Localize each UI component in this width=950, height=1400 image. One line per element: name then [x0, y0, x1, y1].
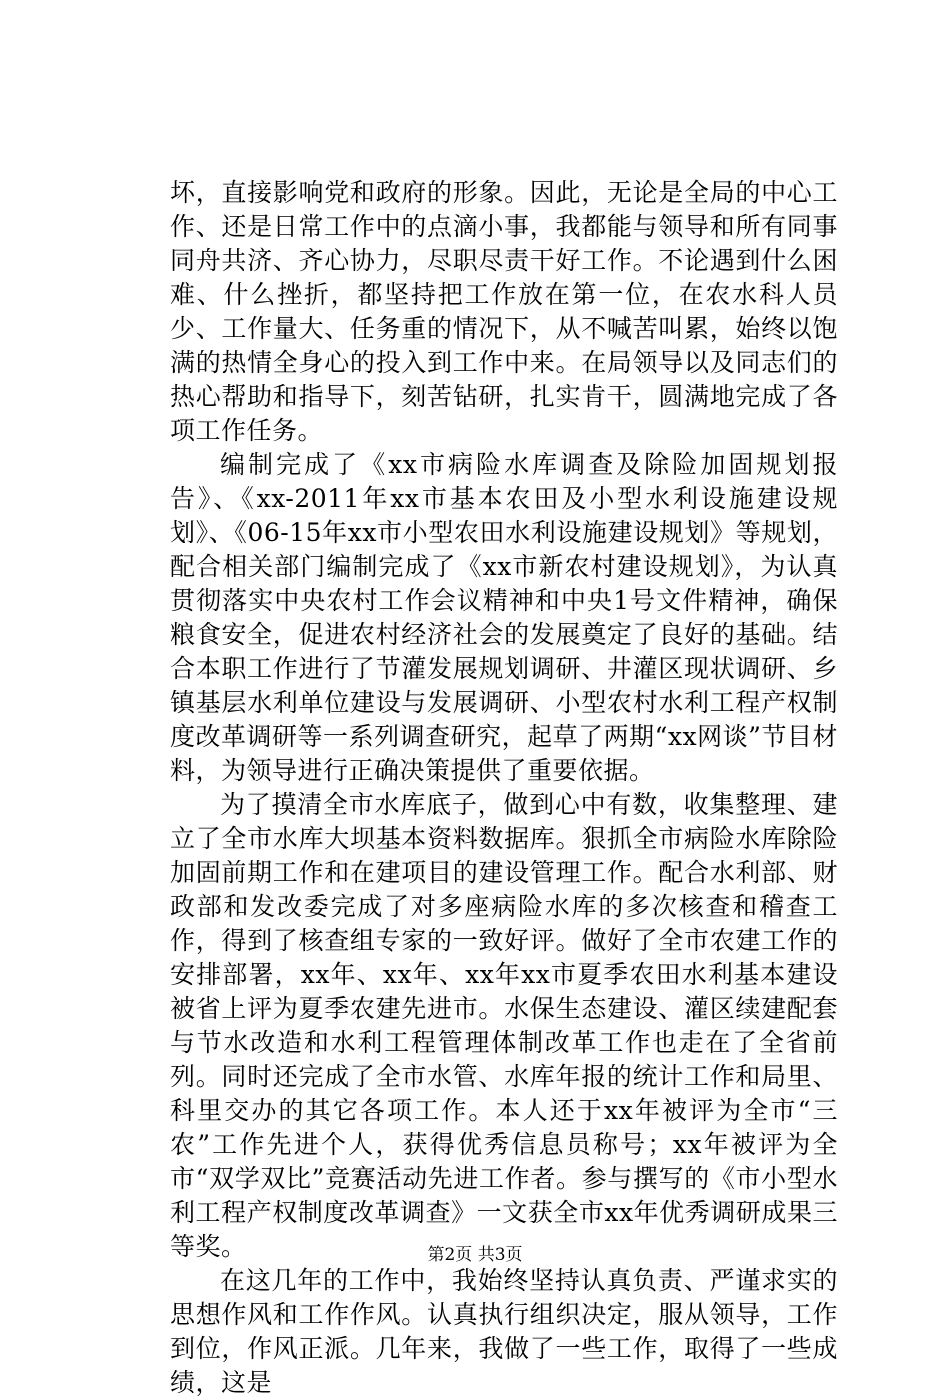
paragraph-1: 坏，直接影响党和政府的形象。因此，无论是全局的中心工作、还是日常工作中的点滴小事，我都能与领导和所有同事同舟共济、齐心协力，尽职尽责干好工作。不论遇到什么困难、什么挫折，都坚持把工作放在第一位，在农水科人员少、工作量大、任务重的情况下，从不喊苦叫累，始终以饱满的热情全身心的投入到工作中来。在局领导以及同志们的热心帮助和指导下，刻苦钻研，扎实肯干，圆满地完成了各项工作任务。 [170, 178, 838, 445]
page-footer: 第2页 共3页 [427, 1245, 523, 1265]
document-body [170, 176, 838, 1400]
paragraph-4: 在这几年的工作中，我始终坚持认真负责、严谨求实的思想作风和工作作风。认真执行组织决定，服从领导，工作到位，作风正派。几年来，我做了一些工作，取得了一些成绩，这是 [170, 1266, 838, 1397]
paragraph-3: 为了摸清全市水库底子，做到心中有数，收集整理、建立了全市水库大坝基本资料数据库。狠抓全市病险水库除险加固前期工作和在建项目的建设管理工作。配合水利部、财政部和发改委完成了对多座病险水库的多次核查和稽查工作，得到了核查组专家的一致好评。做好了全市农建工作的安排部署，xx年、xx年、xx年xx市夏季农田水利基本建设被省上评为夏季农建先进市。水保生态建设、灌区续建配套与节水改造和水利工程管理体制改革工作也走在了全省前列。同时还完成了全市水管、水库年报的统计工作和局里、科里交办的其它各项工作。本人还于xx年被评为全市“三农”工作先进个人，获得优秀信息员称号；xx年被评为全市“双学双比”竞赛活动先进工作者。参与撰写的《市小型水利工程产权制度改革调查》一文获全市xx年优秀调研成果三等奖。 [170, 790, 838, 1261]
paragraph-2: 编制完成了《xx市病险水库调查及除险加固规划报告》、《xx-2011年xx市基本农田及小型水利设施建设规划》、《06-15年xx市小型农田水利设施建设规划》等规划，配合相关部门编制完成了《xx市新农村建设规划》，为认真贯彻落实中央农村工作会议精神和中央1号文件精神，确保粮食安全，促进农村经济社会的发展奠定了良好的基础。结合本职工作进行了节灌发展规划调研、井灌区现状调研、乡镇基层水利单位建设与发展调研、小型农村水利工程产权制度改革调研等一系列调查研究，起草了两期“xx网谈”节目材料，为领导进行正确决策提供了重要依据。 [170, 450, 838, 785]
